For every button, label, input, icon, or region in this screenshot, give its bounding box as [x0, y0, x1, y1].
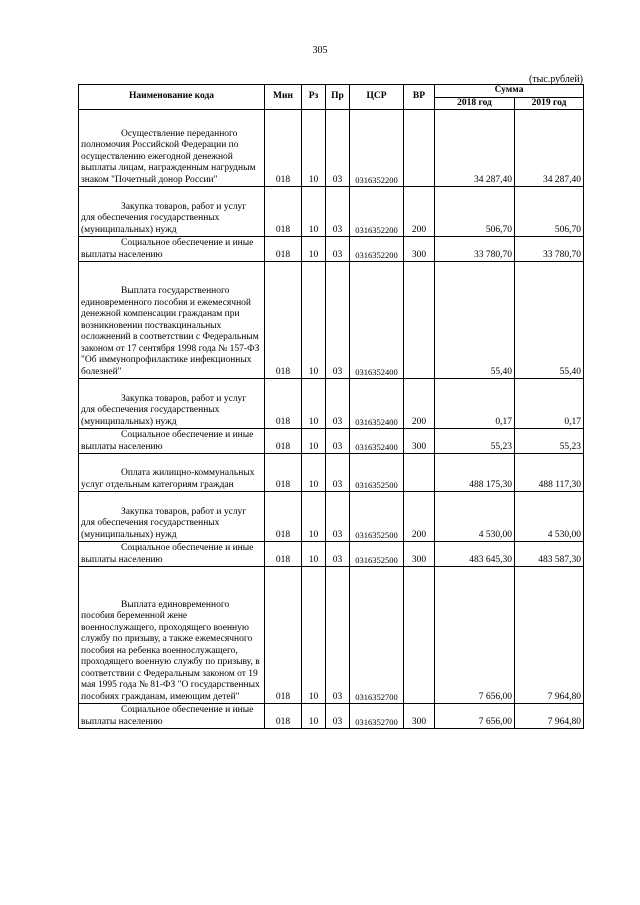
row-rz: 10 — [302, 429, 326, 454]
row-csr: 0316352200 — [350, 110, 404, 187]
row-name: Социальное обеспечение и иные выплаты населению — [79, 542, 265, 567]
row-csr: 0316352700 — [350, 704, 404, 729]
row-2018: 55,23 — [435, 429, 515, 454]
row-vr: 300 — [404, 704, 435, 729]
row-rz: 10 — [302, 454, 326, 492]
row-name: Осуществление переданного полномочия Российской Федерации по осуществлению ежегодной денежной выплаты лицам, награжденным нагрудным знаком "Почетный донор России" — [79, 110, 265, 187]
budget-table — [78, 84, 584, 729]
row-pr: 03 — [326, 110, 350, 187]
row-name: Выплата государственного единовременного пособия и ежемесячной денежной компенсации гражданам при возникновении поствакцинальных осложнений в соответствии с Федеральным законом от 17 сентября 1998 года № 157-ФЗ "Об иммунопрофилактике инфекционных болезней" — [79, 262, 265, 379]
row-vr: 300 — [404, 542, 435, 567]
row-min: 018 — [265, 187, 302, 237]
row-rz: 10 — [302, 262, 326, 379]
row-2019: 33 780,70 — [515, 237, 584, 262]
row-name: Закупка товаров, работ и услуг для обеспечения государственных (муниципальных) нужд — [79, 187, 265, 237]
row-csr: 0316352200 — [350, 237, 404, 262]
row-name: Оплата жилищно-коммунальных услуг отдельным категориям граждан — [79, 454, 265, 492]
row-rz: 10 — [302, 379, 326, 429]
row-min: 018 — [265, 567, 302, 704]
row-pr: 03 — [326, 492, 350, 542]
row-2018: 488 175,30 — [435, 454, 515, 492]
table-row — [79, 187, 584, 237]
row-name: Закупка товаров, работ и услуг для обеспечения государственных (муниципальных) нужд — [79, 379, 265, 429]
table-row — [79, 379, 584, 429]
header-rz: Рз — [302, 85, 326, 110]
row-2019: 506,70 — [515, 187, 584, 237]
row-pr: 03 — [326, 429, 350, 454]
row-vr — [404, 567, 435, 704]
row-2018: 33 780,70 — [435, 237, 515, 262]
row-rz: 10 — [302, 542, 326, 567]
row-2018: 483 645,30 — [435, 542, 515, 567]
row-2018: 0,17 — [435, 379, 515, 429]
row-2019: 0,17 — [515, 379, 584, 429]
page-number: 305 — [312, 45, 328, 56]
header-sum: Сумма — [435, 85, 584, 98]
table-row — [79, 454, 584, 492]
table-row — [79, 492, 584, 542]
row-csr: 0316352400 — [350, 379, 404, 429]
row-vr — [404, 262, 435, 379]
row-pr: 03 — [326, 237, 350, 262]
table-row — [79, 704, 584, 729]
table-row — [79, 262, 584, 379]
row-vr: 300 — [404, 237, 435, 262]
row-2019: 55,23 — [515, 429, 584, 454]
table-row — [79, 110, 584, 187]
row-pr: 03 — [326, 567, 350, 704]
row-name: Закупка товаров, работ и услуг для обеспечения государственных (муниципальных) нужд — [79, 492, 265, 542]
row-vr: 200 — [404, 492, 435, 542]
row-csr: 0316352400 — [350, 262, 404, 379]
row-csr: 0316352700 — [350, 567, 404, 704]
header-name: Наименование кода — [79, 85, 265, 110]
row-name: Социальное обеспечение и иные выплаты населению — [79, 704, 265, 729]
header-2019: 2019 год — [515, 97, 584, 110]
header-vr: ВР — [404, 85, 435, 110]
row-csr: 0316352200 — [350, 187, 404, 237]
row-2019: 7 964,80 — [515, 567, 584, 704]
row-rz: 10 — [302, 492, 326, 542]
table-row — [79, 237, 584, 262]
row-min: 018 — [265, 237, 302, 262]
row-min: 018 — [265, 110, 302, 187]
row-rz: 10 — [302, 187, 326, 237]
row-csr: 0316352500 — [350, 492, 404, 542]
row-vr: 200 — [404, 187, 435, 237]
row-pr: 03 — [326, 542, 350, 567]
row-min: 018 — [265, 454, 302, 492]
row-pr: 03 — [326, 262, 350, 379]
row-csr: 0316352500 — [350, 542, 404, 567]
header-min: Мин — [265, 85, 302, 110]
row-pr: 03 — [326, 704, 350, 729]
row-pr: 03 — [326, 379, 350, 429]
header-pr: Пр — [326, 85, 350, 110]
row-2019: 55,40 — [515, 262, 584, 379]
row-vr — [404, 454, 435, 492]
units-label: (тыс.рублей) — [528, 74, 583, 85]
row-2018: 7 656,00 — [435, 567, 515, 704]
row-min: 018 — [265, 492, 302, 542]
row-vr — [404, 110, 435, 187]
row-name: Социальное обеспечение и иные выплаты населению — [79, 237, 265, 262]
row-2019: 488 117,30 — [515, 454, 584, 492]
row-min: 018 — [265, 262, 302, 379]
row-rz: 10 — [302, 567, 326, 704]
table-row — [79, 429, 584, 454]
row-min: 018 — [265, 542, 302, 567]
row-2018: 34 287,40 — [435, 110, 515, 187]
table-row — [79, 567, 584, 704]
row-rz: 10 — [302, 237, 326, 262]
row-csr: 0316352500 — [350, 454, 404, 492]
row-min: 018 — [265, 429, 302, 454]
row-2019: 34 287,40 — [515, 110, 584, 187]
row-name: Социальное обеспечение и иные выплаты населению — [79, 429, 265, 454]
row-min: 018 — [265, 379, 302, 429]
row-rz: 10 — [302, 110, 326, 187]
row-2019: 7 964,80 — [515, 704, 584, 729]
row-2018: 7 656,00 — [435, 704, 515, 729]
row-csr: 0316352400 — [350, 429, 404, 454]
row-pr: 03 — [326, 454, 350, 492]
table-row — [79, 542, 584, 567]
row-2018: 506,70 — [435, 187, 515, 237]
row-min: 018 — [265, 704, 302, 729]
header-2018: 2018 год — [435, 97, 515, 110]
row-vr: 300 — [404, 429, 435, 454]
header-csr: ЦСР — [350, 85, 404, 110]
row-pr: 03 — [326, 187, 350, 237]
row-name: Выплата единовременного пособия беременной жене военнослужащего, проходящего военную службу по призыву, а также ежемесячного пособия на ребенка военнослужащего, проходящего военную службу по призыву, в соответствии с Федеральным законом от 19 мая 1995 года № 81-ФЗ "О государственных пособиях гражданам, имеющим детей" — [79, 567, 265, 704]
row-2018: 55,40 — [435, 262, 515, 379]
row-2018: 4 530,00 — [435, 492, 515, 542]
row-2019: 4 530,00 — [515, 492, 584, 542]
row-vr: 200 — [404, 379, 435, 429]
row-2019: 483 587,30 — [515, 542, 584, 567]
row-rz: 10 — [302, 704, 326, 729]
